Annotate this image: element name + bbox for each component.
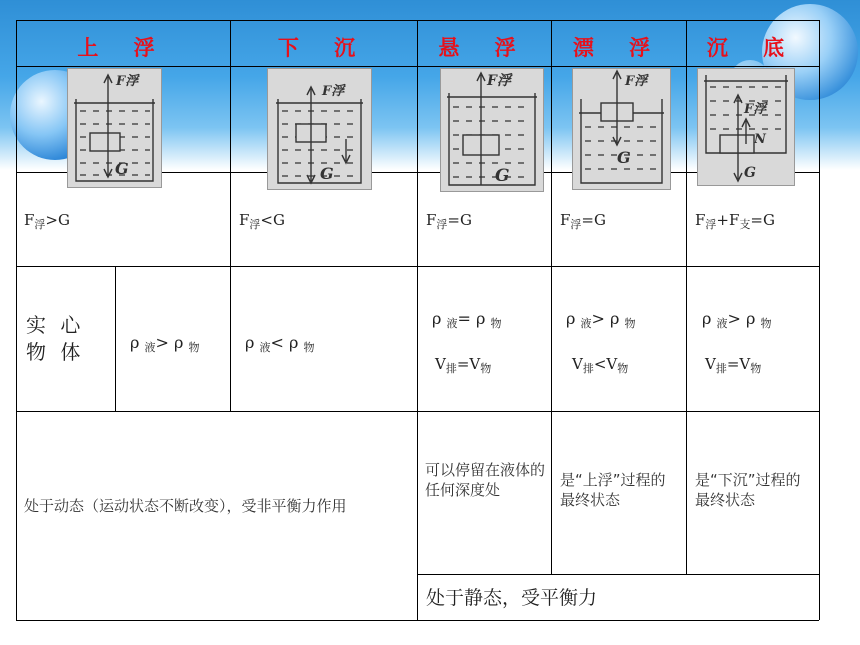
figure-suspend <box>440 68 544 192</box>
figure-float <box>572 68 671 190</box>
header-down: 下 沉 <box>277 36 370 60</box>
density-up: ρ $_液$> ρ $_物$ <box>130 333 200 354</box>
figure-down <box>267 68 372 190</box>
header-bottom: 沉 底 <box>706 36 799 60</box>
density-down: ρ $_液$< ρ $_物$ <box>245 333 315 354</box>
suspend-state-text: 可以停留在液体的任何深度处 <box>425 461 546 500</box>
solid-object-label: 实 心 物 体 <box>26 313 85 364</box>
header-up: 上 浮 <box>77 36 169 60</box>
volume-bottom: $V_排=V_物$ <box>705 355 762 375</box>
density-float: ρ $_液$> ρ $_物$ <box>566 309 636 330</box>
svg-text:F浮: F浮 <box>625 74 648 89</box>
float-state-text: 是“上浮”过程的最终状态 <box>560 471 666 510</box>
header-suspend: 悬 浮 <box>438 36 530 60</box>
force-bottom: $F_浮+F_支=G$ <box>695 211 775 231</box>
density-bottom: ρ $_液$> ρ $_物$ <box>702 309 772 330</box>
volume-suspend: $V_排=V_物$ <box>435 355 492 375</box>
force-down: $F_浮<G$ <box>239 211 285 231</box>
bottom-state-text: 是“下沉”过程的最终状态 <box>695 471 801 510</box>
volume-float: $V_排<V_物$ <box>572 355 629 375</box>
support-label: N <box>754 132 766 147</box>
density-suspend: ρ $_液$= ρ $_物$ <box>432 309 502 330</box>
svg-text:G: G <box>617 148 631 167</box>
force-float: $F_浮=G$ <box>560 211 606 231</box>
figure-bottom <box>697 68 795 186</box>
svg-text:G: G <box>744 165 756 181</box>
force-suspend: $F_浮=G$ <box>426 211 472 231</box>
svg-text:F浮: F浮 <box>322 84 345 99</box>
dynamic-state-text: 处于动态（运动状态不断改变），受非平衡力作用 <box>24 497 347 515</box>
svg-text:F浮: F浮 <box>744 102 767 117</box>
force-up: $F_浮>G$ <box>24 211 70 231</box>
svg-text:G: G <box>320 164 334 183</box>
header-float: 漂 浮 <box>572 36 665 60</box>
svg-text:F浮: F浮 <box>487 73 511 89</box>
buoyancy-label: F浮 <box>116 74 139 89</box>
svg-text:G: G <box>495 166 510 186</box>
gravity-label: G <box>115 159 129 178</box>
figure-up <box>67 68 162 188</box>
static-state-text: 处于静态，受平衡力 <box>426 587 598 609</box>
